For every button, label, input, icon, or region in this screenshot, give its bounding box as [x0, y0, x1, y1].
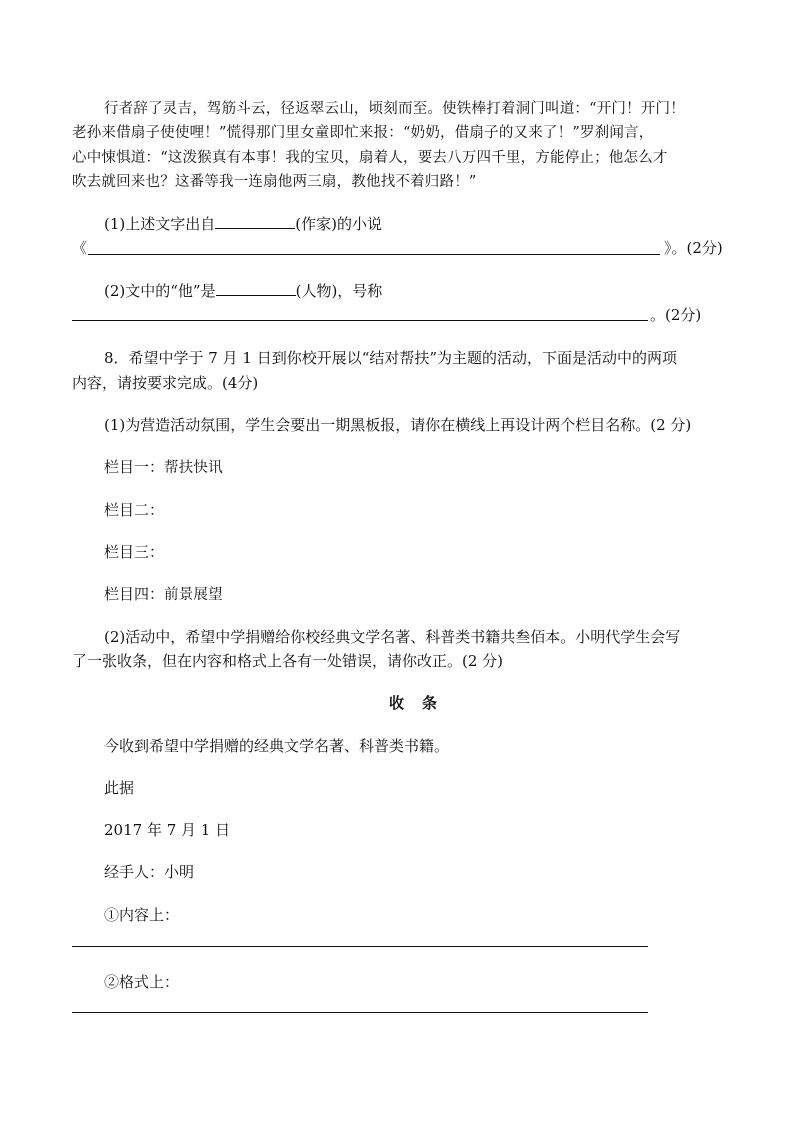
question-2-close: 。(2分)	[650, 306, 702, 324]
column-1	[104, 457, 223, 478]
question-1-prefix: (1)上述文字出自	[104, 215, 216, 233]
question-1-title-line	[72, 238, 732, 258]
passage-line-3: 心中悚惧道：“这泼猴真有本事！我的宝贝，扇着人，要去八万四千里，方能停止；他怎么才	[72, 150, 668, 166]
column-4-value: 前景展望	[164, 587, 223, 603]
column-2	[104, 500, 164, 520]
part-1-prompt: (1)为营造活动氛围，学生会要出一期黑板报，请你在横线上再设计两个栏目名称。(2 分)	[104, 416, 692, 434]
column-4-label: 栏目四：	[104, 585, 165, 603]
content-label: ①内容上：	[104, 906, 180, 924]
content-answer-line[interactable]	[72, 946, 648, 947]
receipt-proof: 此据	[104, 779, 135, 797]
passage-line-2: 老孙来借扇子使使哩！”慌得那门里女童即忙来报：“奶奶，借扇子的又来了！”罗刹闻言，	[72, 125, 654, 141]
open-book-quote: 《	[72, 239, 88, 257]
question-8-line-2: 内容，请按要求完成。(4分)	[72, 374, 259, 392]
character-blank[interactable]	[216, 281, 296, 296]
title-blank-line[interactable]	[72, 320, 648, 321]
receipt-date: 2017 年 7 月 1 日	[104, 821, 231, 839]
receipt-title: 收条	[389, 694, 456, 712]
column-3	[104, 542, 164, 562]
receipt-body: 今收到希望中学捐赠的经典文学名著、科普类书籍。	[104, 737, 450, 755]
column-3-label: 栏目三：	[104, 543, 165, 561]
receipt-handler: 经手人：小明	[104, 863, 195, 881]
part-2-line-2: 了一张收条，但在内容和格式上各有一处错误，请你改正。(2 分)	[72, 652, 504, 670]
passage-line-4: 吹去就回来也？这番等我一连扇他两三扇，教他找不着归路！”	[72, 174, 477, 190]
question-2-prefix: (2)文中的“他”是	[104, 282, 216, 300]
column-4	[104, 584, 223, 605]
format-label: ②格式上：	[104, 973, 180, 991]
passage-line-1: 行者辞了灵吉，驾筋斗云，径返翠云山，顷刻而至。使铁棒打着洞门叫道：“开门！开门！	[104, 101, 685, 117]
column-2-label: 栏目二：	[104, 501, 165, 519]
column-1-label: 栏目一：	[104, 458, 165, 476]
author-blank[interactable]	[215, 214, 295, 229]
question-2-mid: (人物)，号称	[295, 282, 383, 300]
column-1-value: 帮扶快讯	[164, 460, 223, 476]
question-1-close: 》。(2分)	[664, 239, 723, 257]
question-1-mid: (作家)的小说	[295, 215, 382, 233]
part-2-line-1: (2)活动中，希望中学捐赠给你校经典文学名著、科普类书籍共叁佰本。小明代学生会写	[104, 628, 681, 646]
question-2-line	[104, 281, 382, 301]
format-answer-line[interactable]	[72, 1012, 648, 1013]
question-1-line	[104, 214, 382, 234]
question-8-line-1: 8．希望中学于 7 月 1 日到你校开展以“结对帮扶”为主题的活动，下面是活动中的两项	[104, 349, 678, 367]
novel-title-blank[interactable]	[88, 240, 660, 255]
